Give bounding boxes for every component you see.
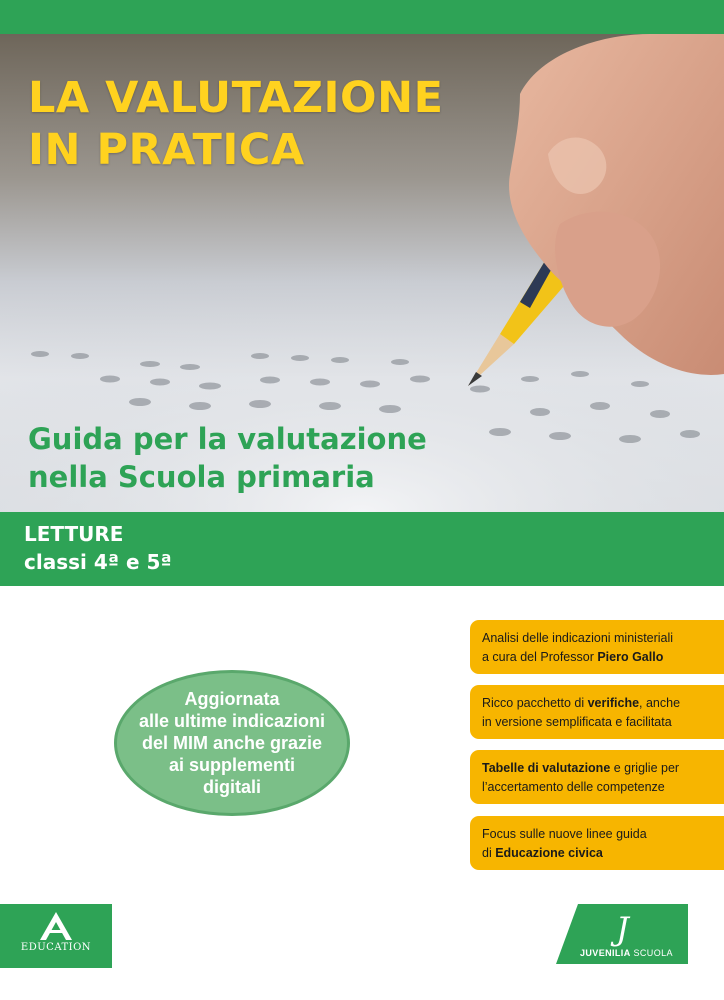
series-classes: classi 4ª e 5ª: [24, 550, 172, 574]
feature-2-text-a: Ricco pacchetto di: [482, 696, 588, 710]
education-logo-text: EDUCATION: [20, 942, 92, 953]
feature-3-line-1: [482, 759, 714, 778]
feature-box-tests: [470, 685, 724, 739]
cover-photo: [0, 34, 724, 512]
update-badge-text: [132, 688, 332, 798]
juvenilia-bold: JUVENILIA: [580, 948, 631, 958]
juvenilia-logo: [556, 904, 688, 964]
feature-2-bold: verifiche: [587, 696, 640, 710]
feature-2-text-c: , anche: [639, 696, 681, 710]
feature-4-text-a: Focus sulle nuove linee guida: [482, 827, 647, 841]
main-title-line-1: LA VALUTAZIONE: [28, 73, 444, 123]
main-title-line-2: IN PRATICA: [28, 125, 305, 175]
juvenilia-j-mark: J: [616, 910, 629, 948]
subtitle-line-2: nella Scuola primaria: [28, 460, 375, 494]
feature-box-tables: [470, 750, 724, 804]
feature-2-line-1: [482, 694, 714, 713]
feature-1-text-a: Analisi delle indicazioni ministeriali: [482, 631, 674, 645]
badge-line-2: alle ultime indicazioni: [138, 711, 326, 731]
feature-1-line-2: [482, 648, 714, 667]
feature-1-author: Piero Gallo: [597, 650, 664, 664]
badge-line-3: del MIM anche grazie: [141, 733, 323, 753]
feature-box-civics: [470, 816, 724, 870]
feature-4-text-b: di: [482, 846, 496, 860]
series-band: [0, 512, 724, 586]
feature-1-text-b: a cura del Professor: [482, 650, 598, 664]
badge-line-4: ai supplementi: [168, 755, 296, 775]
subtitle-line-1: Guida per la valutazione: [28, 422, 427, 456]
feature-1-line-1: [482, 629, 714, 648]
feature-box-analysis: [470, 620, 724, 674]
update-badge: [114, 670, 350, 816]
juvenilia-scuola: SCUOLA: [630, 948, 673, 958]
feature-2-text-d: in versione semplificata e facilitata: [482, 715, 672, 729]
feature-3-bold: Tabelle di valutazione: [482, 761, 611, 775]
feature-4-bold: Educazione civica: [495, 846, 603, 860]
badge-line-1: Aggiornata: [184, 689, 280, 709]
feature-3-line-2: [482, 778, 714, 797]
feature-2-line-2: [482, 713, 714, 732]
feature-4-line-2: [482, 844, 714, 863]
juvenilia-logo-text: [580, 948, 688, 958]
education-logo: [0, 904, 112, 968]
feature-3-text-d: l’accertamento delle competenze: [482, 780, 665, 794]
feature-3-text-c: e griglie per: [610, 761, 680, 775]
subtitle: [28, 420, 427, 496]
main-title: [28, 72, 443, 176]
feature-4-line-1: [482, 825, 714, 844]
mondadori-a-icon: [38, 912, 74, 942]
badge-line-5: digitali: [203, 777, 261, 797]
series-title: LETTURE: [24, 522, 124, 546]
top-green-bar: [0, 0, 724, 34]
